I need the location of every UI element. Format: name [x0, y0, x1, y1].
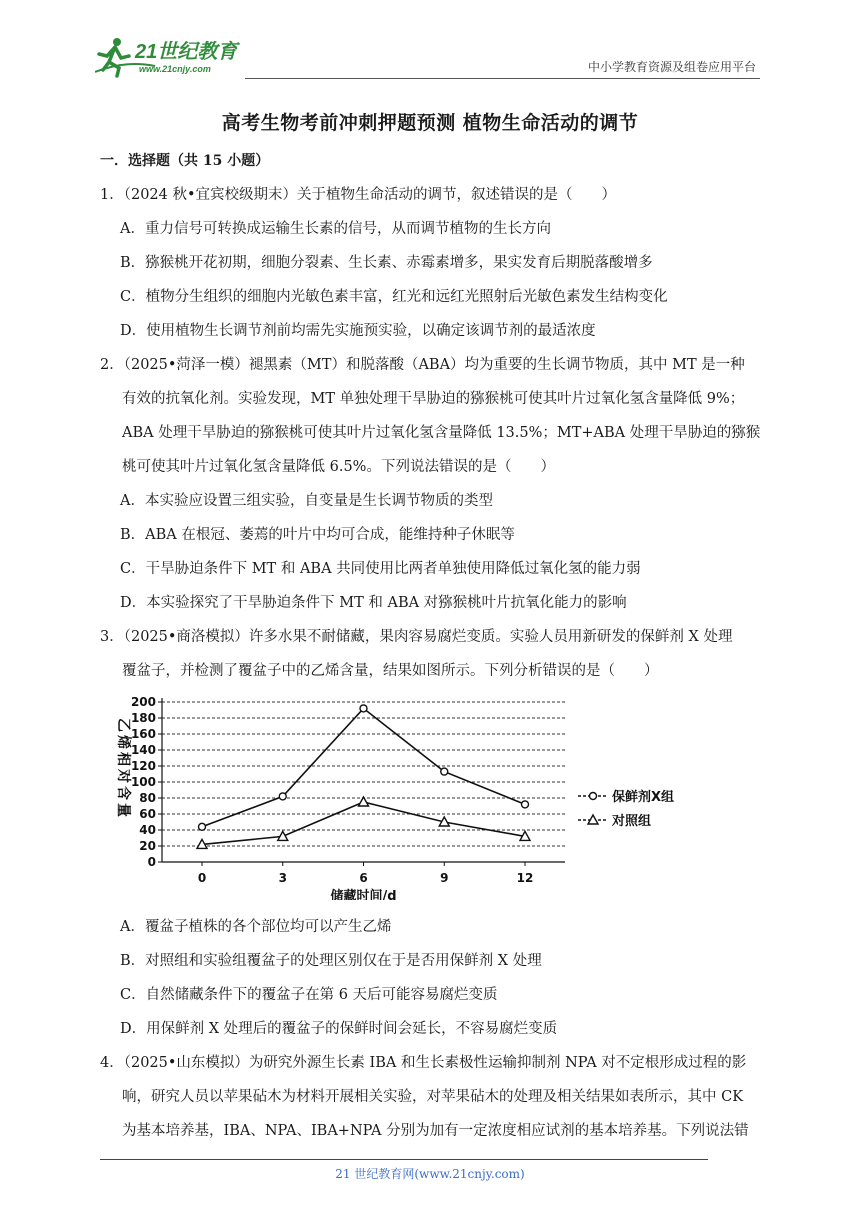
stem-line: ABA 处理干旱胁迫的猕猴桃可使其叶片过氧化氢含量降低 13.5%；MT+ABA 处理干旱胁迫的猕猴 [122, 425, 761, 441]
x-tick-label: 0 [197, 871, 207, 885]
data-point-circle [441, 768, 448, 775]
data-point-circle [199, 823, 206, 830]
legend-marker-circle [590, 793, 597, 800]
legend-label: 保鲜剂X组 [612, 790, 675, 805]
question-1-option-a[interactable]: A．重力信号可转换成运输生长素的信号，从而调节植物的生长方向 [120, 221, 551, 237]
y-tick-label: 80 [139, 791, 156, 805]
question-3-option-a[interactable]: A．覆盆子植株的各个部位均可以产生乙烯 [120, 919, 392, 935]
footer-divider [100, 1159, 708, 1160]
y-axis-label-char: 乙 [115, 718, 131, 732]
y-tick-label: 100 [130, 775, 156, 789]
logo-url: www.21cnjy.com [139, 64, 211, 74]
data-point-circle [360, 705, 367, 712]
site-logo [95, 36, 265, 78]
chart-svg [110, 690, 690, 900]
stem-line: 1．（2024 秋•宜宾校级期末）关于植物生命活动的调节，叙述错误的是（ ） [100, 187, 617, 203]
x-tick-label: 6 [359, 871, 368, 885]
question-1-option-b[interactable]: B．猕猴桃开花初期，细胞分裂素、生长素、赤霉素增多，果实发育后期脱落酸增多 [120, 255, 653, 271]
logo-text: 21世纪教育 [135, 41, 238, 63]
stem-line: 桃可使其叶片过氧化氢含量降低 6.5%。下列说法错误的是（ ） [122, 459, 555, 475]
stem-line: 2．（2025•菏泽一模）褪黑素（MT）和脱落酸（ABA）均为重要的生长调节物质，其中 MT 是一种 [100, 357, 745, 373]
page-footer[interactable]: 21 世纪教育网(www.21cnjy.com) [335, 1167, 525, 1181]
data-point-triangle [278, 831, 288, 840]
y-tick-label: 0 [147, 855, 156, 869]
y-tick-label: 120 [130, 759, 156, 773]
y-axis-label-char: 烯 [115, 735, 131, 749]
page-header [95, 36, 760, 82]
ethylene-chart [110, 690, 690, 900]
stem-line: 4．（2025•山东模拟）为研究外源生长素 IBA 和生长素极性运输抑制剂 NPA 对不定根形成过程的影 [100, 1055, 747, 1071]
question-2-option-c[interactable]: C．干旱胁迫条件下 MT 和 ABA 共同使用比两者单独使用降低过氧化氢的能力弱 [120, 561, 641, 577]
stem-line: 响，研究人员以苹果砧木为材料开展相关实验，对苹果砧木的处理及相关结果如表所示，其中 CK [122, 1089, 744, 1105]
question-3-option-d[interactable]: D．用保鲜剂 X 处理后的覆盆子的保鲜时间会延长，不容易腐烂变质 [120, 1021, 558, 1037]
platform-name: 中小学教育资源及组卷应用平台 [587, 60, 756, 74]
stem-line: 为基本培养基，IBA、NPA、IBA+NPA 分别为加有一定浓度相应试剂的基本培养基。下列说法错 [122, 1123, 749, 1139]
y-axis-label-char: 含 [115, 786, 131, 800]
question-2-option-b[interactable]: B．ABA 在根冠、萎蔫的叶片中均可合成，能维持种子休眠等 [120, 527, 515, 543]
stem-line: 3．（2025•商洛模拟）许多水果不耐储藏，果肉容易腐烂变质。实验人员用新研发的保鲜剂 X 处理 [100, 629, 733, 645]
legend-label: 对照组 [612, 814, 652, 829]
question-2-option-d[interactable]: D．本实验探究了干旱胁迫条件下 MT 和 ABA 对猕猴桃叶片抗氧化能力的影响 [120, 595, 627, 611]
header-divider [245, 78, 760, 79]
stem-line: 覆盆子，并检测了覆盆子中的乙烯含量，结果如图所示。下列分析错误的是（ ） [122, 663, 659, 679]
y-axis-label-char: 对 [115, 769, 131, 783]
y-tick-label: 20 [139, 839, 156, 853]
page-title: 高考生物考前冲刺押题预测 植物生命活动的调节 [221, 112, 639, 134]
y-tick-label: 140 [130, 743, 156, 757]
question-2-stem [100, 348, 765, 484]
y-axis-label-char: 量 [115, 803, 131, 817]
y-tick-label: 40 [139, 823, 156, 837]
y-axis-label-char: 相 [115, 752, 131, 766]
y-tick-label: 60 [139, 807, 156, 821]
question-3-option-b[interactable]: B．对照组和实验组覆盆子的处理区别仅在于是否用保鲜剂 X 处理 [120, 953, 542, 969]
section-heading: 一．选择题（共 15 小题） [100, 153, 270, 169]
x-axis-label: 储藏时间/d [330, 889, 397, 900]
x-tick-label: 12 [516, 871, 534, 885]
x-tick-label: 9 [440, 871, 449, 885]
y-tick-label: 180 [130, 711, 156, 725]
data-point-circle [279, 793, 286, 800]
y-tick-label: 200 [130, 695, 156, 709]
question-3-option-c[interactable]: C．自然储藏条件下的覆盆子在第 6 天后可能容易腐烂变质 [120, 987, 498, 1003]
stem-line: 有效的抗氧化剂。实验发现，MT 单独处理干旱胁迫的猕猴桃可使其叶片过氧化氢含量降低 9%； [122, 391, 745, 407]
question-2-option-a[interactable]: A．本实验应设置三组实验，自变量是生长调节物质的类型 [120, 493, 493, 509]
question-4-stem [100, 1046, 765, 1148]
data-point-circle [522, 801, 529, 808]
question-1-option-d[interactable]: D．使用植物生长调节剂前均需先实施预实验，以确定该调节剂的最适浓度 [120, 323, 596, 339]
question-3-stem [100, 620, 765, 688]
question-1-option-c[interactable]: C．植物分生组织的细胞内光敏色素丰富，红光和远红光照射后光敏色素发生结构变化 [120, 289, 668, 305]
series-line-1 [202, 708, 525, 826]
question-1-stem [100, 178, 765, 212]
x-tick-label: 3 [278, 871, 287, 885]
y-tick-label: 160 [130, 727, 156, 741]
